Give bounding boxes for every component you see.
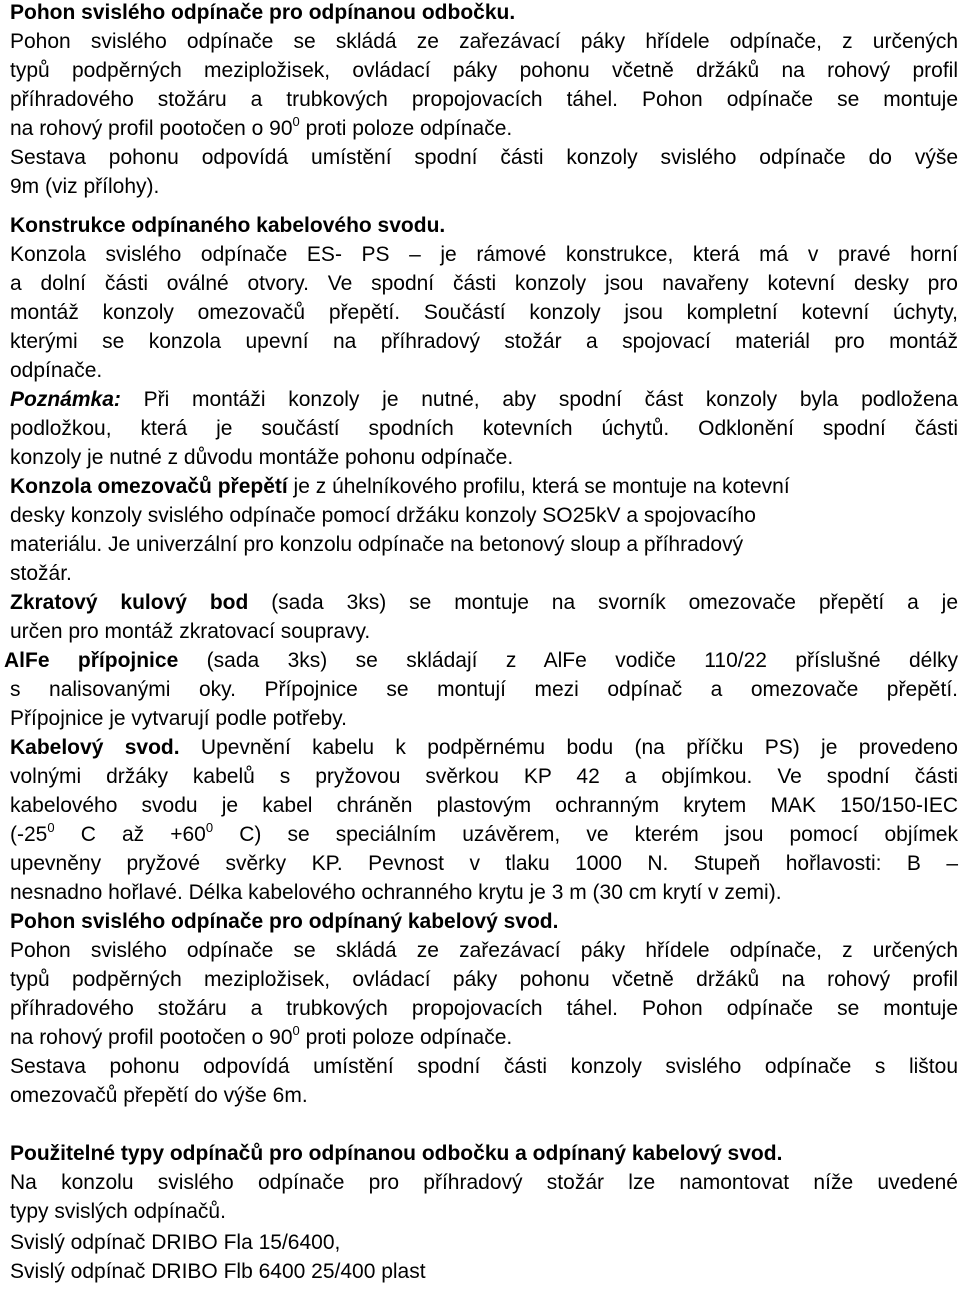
zkrat-line bbox=[10, 590, 958, 616]
kabel-line: kabelového svodu je kabel chráněn plastovým ochranným krytem MAK 150/150-IEC bbox=[10, 794, 958, 817]
konzola-line: stožár. bbox=[10, 562, 72, 585]
paragraph-line: typů podpěrných mezipložisek, ovládací páky pohonu včetně držáků na rohový profil bbox=[10, 968, 958, 991]
text-run: (sada 3ks) se skládají z AlFe vodiče 110/22 příslušné délky bbox=[178, 649, 959, 672]
text-run: C) se speciálním uzávěrem, ve kterém jsou pomocí objímek bbox=[213, 823, 958, 846]
alfe-line: s nalisovanými oky. Přípojnice se montují mezi odpínač a omezovače přepětí. bbox=[10, 678, 958, 701]
text-run: (-25 bbox=[10, 823, 48, 846]
list-item: Svislý odpínač DRIBO Fla 15/6400, bbox=[10, 1231, 341, 1254]
paragraph-line: Pohon svislého odpínače se skládá ze zařezávací páky hřídele odpínače, z určených bbox=[10, 30, 958, 53]
paragraph-line bbox=[10, 116, 512, 142]
heading-pohon-kabelovy-svod: Pohon svislého odpínače pro odpínaný kabelový svod. bbox=[10, 910, 559, 933]
paragraph-line: typů podpěrných mezipložisek, ovládací páky pohonu včetně držáků na rohový profil bbox=[10, 59, 958, 82]
paragraph-line: omezovačů přepětí do výše 6m. bbox=[10, 1084, 308, 1107]
kabel-line bbox=[10, 822, 958, 848]
konzola-label: Konzola omezovačů přepětí bbox=[10, 475, 288, 498]
konzola-line: desky konzoly svislého odpínače pomocí držáku konzoly SO25kV a spojovacího bbox=[10, 504, 756, 527]
text-run: (sada 3ks) se montuje na svorník omezovače přepětí a je bbox=[248, 591, 959, 614]
konzola-line: materiálu. Je univerzální pro konzolu odpínače na betonový sloup a příhradový bbox=[10, 533, 744, 556]
alfe-line: Přípojnice je vytvarují podle potřeby. bbox=[10, 707, 347, 730]
kabel-line: nesnadno hořlavé. Délka kabelového ochranného krytu je 3 m (30 cm krytí v zemi). bbox=[10, 881, 782, 904]
text-run: Upevnění kabelu k podpěrnému bodu (na příčku PS) je provedeno bbox=[179, 736, 958, 759]
paragraph-line: příhradového stožáru a trubkových propojovacích táhel. Pohon odpínače se montuje bbox=[10, 997, 958, 1020]
paragraph-line: a dolní části oválné otvory. Ve spodní části konzoly jsou navařeny kotevní desky pro bbox=[10, 272, 958, 295]
kabel-line: upevněny pryžové svěrky KP. Pevnost v tlaku 1000 N. Stupeň hořlavosti: B – bbox=[10, 852, 958, 875]
paragraph-line bbox=[10, 1025, 512, 1051]
text-run: Při montáži konzoly je nutné, aby spodní část konzoly byla podložena bbox=[120, 388, 958, 411]
paragraph-line: Pohon svislého odpínače se skládá ze zařezávací páky hřídele odpínače, z určených bbox=[10, 939, 958, 962]
heading-konstrukce: Konstrukce odpínaného kabelového svodu. bbox=[10, 214, 446, 237]
superscript-degree: 0 bbox=[205, 820, 214, 835]
text-run: na rohový profil pootočen o 90 bbox=[10, 1026, 293, 1049]
paragraph-line: montáž konzoly omezovačů přepětí. Součástí konzoly jsou kompletní kotevní úchyty, bbox=[10, 301, 958, 324]
paragraph-line: odpínače. bbox=[10, 359, 103, 382]
note-label: Poznámka: bbox=[10, 388, 121, 411]
kabel-line bbox=[10, 735, 958, 761]
alfe-label: AlFe přípojnice bbox=[4, 649, 179, 672]
kabel-label: Kabelový svod. bbox=[10, 736, 180, 759]
note-line: podložkou, která je součástí spodních kotevních úchytů. Odklonění spodní části bbox=[10, 417, 958, 440]
alfe-line bbox=[4, 648, 958, 674]
zkrat-line: určen pro montáž zkratovací soupravy. bbox=[10, 620, 371, 643]
text-run: na rohový profil pootočen o 90 bbox=[10, 117, 293, 140]
heading-pouzitelne-typy: Použitelné typy odpínačů pro odpínanou odbočku a odpínaný kabelový svod. bbox=[10, 1142, 783, 1165]
text-run: je z úhelníkového profilu, která se montuje na kotevní bbox=[287, 475, 790, 498]
text-run: C až +60 bbox=[54, 823, 206, 846]
text-run: proti poloze odpínače. bbox=[299, 1026, 513, 1049]
paragraph-line: příhradového stožáru a trubkových propojovacích táhel. Pohon odpínače se montuje bbox=[10, 88, 958, 111]
text-run: proti poloze odpínače. bbox=[299, 117, 513, 140]
paragraph-line: Sestava pohonu odpovídá umístění spodní části konzoly svislého odpínače do výše bbox=[10, 146, 958, 169]
paragraph-line: Konzola svislého odpínače ES- PS – je rámové konstrukce, která má v pravé horní bbox=[10, 243, 958, 266]
note-line bbox=[10, 387, 958, 413]
zkrat-label: Zkratový kulový bod bbox=[10, 591, 249, 614]
paragraph-line: kterými se konzola upevní na příhradový stožár a spojovací materiál pro montáž bbox=[10, 330, 958, 353]
superscript-degree: 0 bbox=[292, 114, 300, 129]
paragraph-line: Sestava pohonu odpovídá umístění spodní části konzoly svislého odpínače s lištou bbox=[10, 1055, 958, 1078]
heading-pohon-odbocka: Pohon svislého odpínače pro odpínanou odbočku. bbox=[10, 1, 516, 24]
paragraph-line: 9m (viz přílohy). bbox=[10, 175, 160, 198]
konzola-line bbox=[10, 474, 790, 500]
note-line: konzoly je nutné z důvodu montáže pohonu odpínače. bbox=[10, 446, 514, 469]
paragraph-line: typy svislých odpínačů. bbox=[10, 1200, 226, 1223]
list-item: Svislý odpínač DRIBO Flb 6400 25/400 plast bbox=[10, 1260, 426, 1283]
superscript-degree: 0 bbox=[292, 1023, 300, 1038]
paragraph-line: Na konzolu svislého odpínače pro příhradový stožár lze namontovat níže uvedené bbox=[10, 1171, 958, 1194]
kabel-line: volnými držáky kabelů s pryžovou svěrkou KP 42 a objímkou. Ve spodní části bbox=[10, 765, 958, 788]
superscript-degree: 0 bbox=[47, 820, 55, 835]
